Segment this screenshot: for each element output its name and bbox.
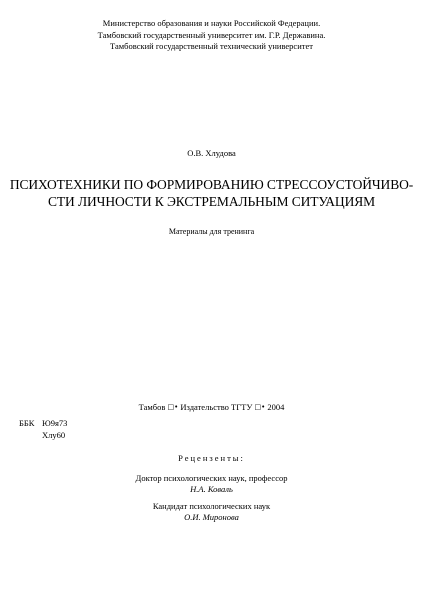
reviewer-entry: [0, 473, 423, 495]
author-name: О.В. Хлудова: [187, 148, 236, 158]
bbk-code: Ю9я73: [42, 418, 68, 428]
bbk-block: [19, 417, 67, 441]
reviewer-entry: [0, 501, 423, 523]
imprint-separator: □•: [167, 403, 179, 411]
document-subtitle: Материалы для тренинга: [168, 227, 255, 236]
bbk-author-mark: Хлу60: [42, 430, 66, 440]
imprint-line: [0, 402, 423, 412]
institution-line: Министерство образования и науки Российской Федерации.: [102, 18, 321, 28]
imprint-publisher: Издательство ТГТУ: [180, 402, 253, 412]
imprint-year: 2004: [267, 402, 285, 412]
title-line: СТИ ЛИЧНОСТИ К ЭКСТРЕМАЛЬНЫМ СИТУАЦИЯМ: [47, 194, 376, 209]
reviewer-name: О.И. Миронова: [184, 512, 239, 522]
imprint-city: Тамбов: [138, 402, 166, 412]
imprint-separator: □•: [254, 403, 266, 411]
reviewer-degree: Доктор психологических наук, профессор: [135, 473, 288, 483]
institution-line: Тамбовский государственный технический университет: [110, 41, 313, 51]
reviewer-name: Н.А. Коваль: [190, 484, 233, 494]
bbk-label: ББК: [19, 418, 35, 428]
institutions-block: [0, 18, 423, 53]
institution-line: Тамбовский государственный университет им. Г.Р. Державина.: [97, 29, 326, 40]
document-title: [0, 176, 423, 210]
reviewers-heading: Рецензенты:: [178, 453, 245, 463]
reviewer-degree: Кандидат психологических наук: [152, 501, 271, 511]
title-line: ПСИХОТЕХНИКИ ПО ФОРМИРОВАНИЮ СТРЕССОУСТОЙЧИВО-: [9, 177, 414, 192]
